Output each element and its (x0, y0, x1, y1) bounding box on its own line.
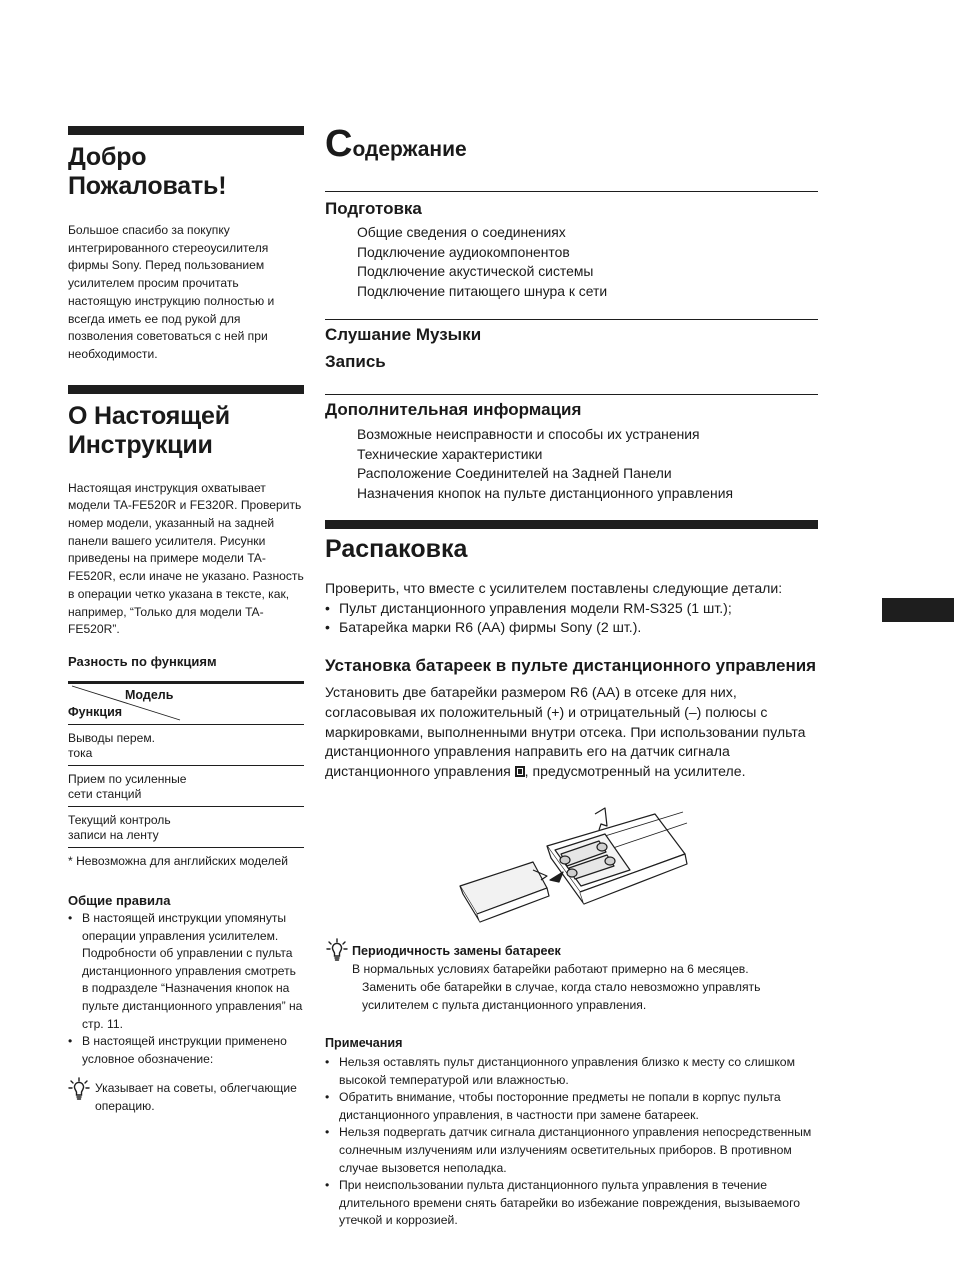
toc-preparation (325, 191, 818, 301)
tip-legend (68, 1080, 304, 1115)
list-item: • В настоящей инструкции применено условное обозначение: (68, 1033, 304, 1068)
battery-title: Установка батареек в пульте дистанционного управления (325, 656, 817, 676)
divider (325, 394, 818, 395)
tip-legend-text: Указывает на советы, облегчающие операцию. (95, 1081, 297, 1113)
table-row: Текущий контроль записи на ленту (68, 807, 304, 848)
list-item: • Обратить внимание, чтобы посторонние предметы не попали в корпус пульта дистанционного управления, в частности при замене батареек. (325, 1089, 815, 1124)
functions-title: Разность по функциям (68, 653, 217, 669)
welcome-text: Большое спасибо за покупку интегрированного стереоусилителя фирмы Sony. Перед пользованием усилителем просим прочитать настоящую инструкцию полностью и всегда иметь ее под рукой для позволения советоваться с ней при необходимости. (68, 223, 275, 361)
table-row: Прием по усиленные сети станций (68, 766, 304, 807)
about-text: Настоящая инструкция охватывает модели TA-FE520R и FE320R. Проверить номер модели, указанный на задней панели вашего усилителя. Рисунки приведены на примере модели TA-FE520R, если иначе не указано. Разность в операции четко указана в тексте, как, например, “Только для модели TA-FE520R”. (68, 480, 304, 637)
unpacking-section (325, 520, 818, 781)
welcome-title: Добро Пожаловать! (68, 143, 227, 200)
toc-item: Подключение акустической системы (357, 263, 594, 280)
tip-bulb-icon (68, 1077, 90, 1101)
divider (325, 319, 818, 320)
page-tab-marker (882, 598, 954, 622)
list-item: • Нельзя подвергать датчик сигнала дистанционного управления непосредственным солнечным излучениям или излучениям осветительных приборов. В противном случае вызовется неполадка. (325, 1124, 815, 1177)
battery-text: Установить две батарейки размером R6 (AA) в отсеке для них, согласовывая их положительный (+) и отрицательный (–) полюсы с маркировками, выполненными внутри отсека. При использовании пульта дистанционного управления направить его на датчик сигнала дистанционного управления , предусмотренный на усилителе. (325, 684, 806, 779)
notes-section (325, 1035, 815, 1230)
toc-section-title: Подготовка (325, 199, 422, 218)
toc-item: Общие сведения о соединениях (357, 224, 566, 240)
notes-title: Примечания (325, 1036, 403, 1050)
general-rules-title: Общие правила (68, 892, 171, 908)
toc-item: Расположение Соединителей на Задней Панели (357, 465, 672, 482)
left-column (68, 126, 304, 1116)
contents-title: Содержание (325, 123, 467, 165)
about-title: О Настоящей Инструкции (68, 401, 230, 459)
section-bar (68, 126, 304, 135)
list-item: • При неиспользовании пульта дистанционного пульта управления в течение длительного времени снять батарейки во избежание повреждения, вызываемого утечкой и коррозией. (325, 1177, 815, 1230)
toc-item: Назначения кнопок на пульте дистанционного управления (357, 484, 733, 501)
functions-table (68, 681, 304, 848)
unpacking-title: Распаковка (325, 535, 468, 563)
notes-list (325, 1054, 815, 1230)
list-item: • Батарейка марки R6 (AA) фирмы Sony (2 шт.). (325, 618, 818, 637)
toc-listening (325, 319, 818, 373)
unpacking-list (325, 599, 818, 638)
tip-bulb-icon (326, 938, 348, 962)
section-bar (68, 385, 304, 394)
table-footnote: * Невозможна для английских моделей (68, 853, 289, 868)
toc-item: Подключение аудиокомпонентов (357, 243, 570, 260)
section-bar (325, 520, 818, 529)
list-item: • Пульт дистанционного управления модели RM-S325 (1 шт.); (325, 599, 818, 618)
divider (325, 191, 818, 192)
toc-section-title: Запись (325, 352, 386, 371)
toc-section-title: Дополнительная информация (325, 400, 582, 419)
tip-text: В нормальных условиях батарейки работают примерно на 6 месяцев. Заменить обе батарейки в случае, когда стало невозможно управлять усилителем с пульта дистанционного управления. (352, 962, 761, 1012)
table-row: Выводы перем. тока (68, 725, 304, 766)
toc-item: Подключение питающего шнура к сети (357, 282, 608, 299)
toc-section-title: Слушание Музыки (325, 325, 482, 344)
toc-item: Технические характеристики (357, 445, 543, 462)
tip-title: Периодичность замены батареек (352, 944, 561, 958)
general-rules-list (68, 910, 304, 1068)
battery-tip (352, 943, 802, 1014)
remote-sensor-icon (515, 766, 525, 777)
toc-item: Возможные неисправности и способы их устранения (357, 426, 700, 442)
remote-battery-illustration (455, 806, 690, 926)
functions-table-header (68, 684, 304, 725)
header-function-label: Функция (68, 704, 123, 719)
list-item: • Нельзя оставлять пульт дистанционного управления близко к месту со слишком высокой температурой или влажностью. (325, 1054, 815, 1089)
toc-additional (325, 394, 818, 503)
unpacking-intro: Проверить, что вместе с усилителем поставлены следующие детали: (325, 580, 783, 596)
header-model-label: Модель (125, 687, 174, 702)
list-item: • В настоящей инструкции упомянуты операции управления усилителем. Подробности об управлении с пульта дистанционного управления смотреть в подразделе “Назначения кнопок на пульте дистанционного управления” на стр. 11. (68, 910, 304, 1033)
